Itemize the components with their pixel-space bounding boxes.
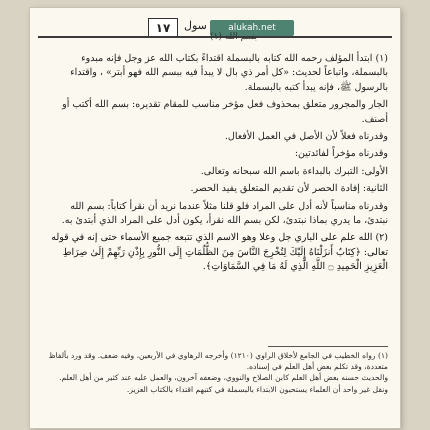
footnote-separator (268, 346, 388, 347)
paragraph: الأولى: التبرك بالبداءة باسم الله سبحانه وتعالى. (200, 165, 388, 177)
paragraph: وقدرناه مؤخراً لفائدتين: (294, 148, 388, 160)
watermark-logo: alukah.net (210, 20, 294, 36)
paragraph: الجار والمجرور متعلق بمحذوف فعل مؤخر مناسب للمقام تقديره: بسم الله أكتب أو أصنف. (62, 99, 388, 125)
section-title: سول (184, 19, 207, 32)
body-text (44, 52, 388, 278)
sub-heading: بسم الله (١) (210, 32, 258, 42)
page-number: ١٧ (148, 18, 178, 38)
footnote: والحديث حسنه بعض أهل العلم كابن الصلاح والنووي، وضعفه آخرون، والعمل عليه عند كثير من أهل العلم. (59, 373, 388, 383)
paragraph: وقدرناه مناسباً لأنه أدل على المراد فلو قلنا مثلاً عندما نريد أن نقرأ كتاباً: بسم الله نبتدئ، ما يدري بماذا نبتدئ، لكن بسم الله نقرأ، يكون أدل على المراد الذي أبتدئ به. (61, 200, 388, 227)
footnote: (١) رواه الخطيب في الجامع لأخلاق الراوي (١٢١٠) وأخرجه الرهاوي في الأربعين، وفيه ضعف. وقد ورد بألفاظ متعددة، وقد تكلم بعض أهل العلم في إسناده. (48, 351, 388, 372)
document-page (30, 8, 400, 428)
paragraph: وقدرناه فعلاً لأن الأصل في العمل الأفعال. (224, 131, 388, 143)
footnotes (44, 350, 388, 395)
paragraph: الثانية: إفادة الحصر لأن تقديم المتعلق يفيد الحصر. (190, 183, 388, 195)
paragraph-with-quran-verse: (٢) الله علم على الباري جل وعلا وهو الاسم الذي تتبعه جميع الأسماء حتى إنه في قوله تعالى: ﴿كِتَابٌ أَنزَلْنَاهُ إِلَيْكَ لِتُخْرِجَ النَّاسَ مِنَ الظُّلُمَاتِ إِلَى النُّورِ بِإِذْنِ رَبِّهِمْ إِلَىٰ صِرَاطِ الْعَزِيزِ الْحَمِيدِ ۝ اللَّهِ الَّذِي لَهُ مَا فِي السَّمَاوَاتِ﴾. (51, 232, 388, 273)
paragraph: (١) ابتدأ المؤلف رحمه الله كتابه بالبسملة اقتداءً بكتاب الله عز وجل فإنه مبدوء بالبسملة، واتباعاً لحديث: «كل أمر ذي بال لا يبدأ فيه ببسم الله فهو أبتر» ، واقتداء بالرسول ﷺ، فإنه يبدأ كتبه بالبسملة. (70, 53, 388, 93)
footnote: ونقل غير واحد أن العلماء يستحبون الابتداء بالبسملة في كتبهم اقتداء بالكتاب العزيز. (126, 384, 388, 394)
